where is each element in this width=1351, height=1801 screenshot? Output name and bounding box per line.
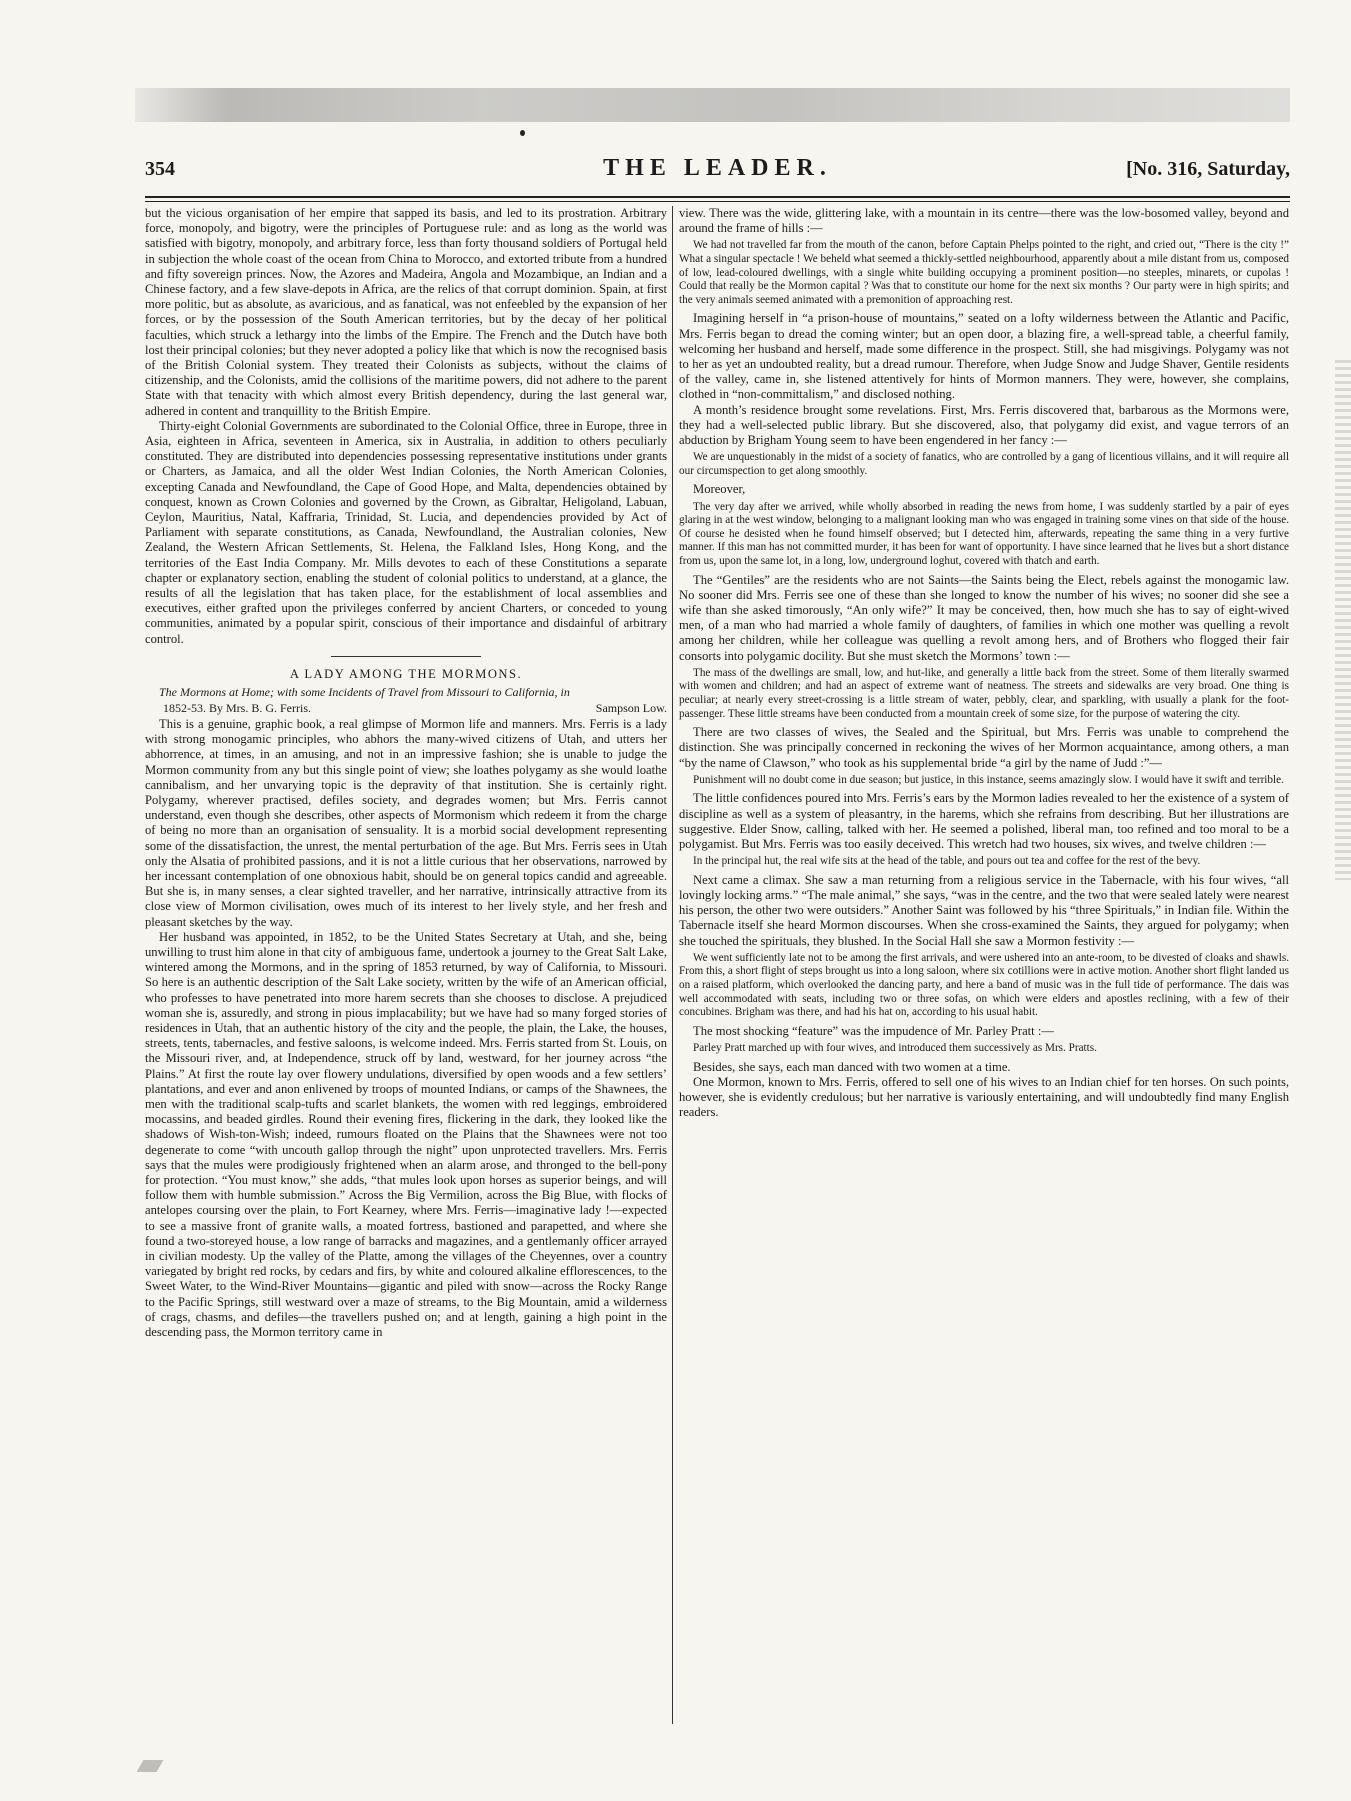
block-quote: The mass of the dwellings are small, low, and hut-like, and generally a little back from the street. Some of them literally swarmed with women and children; and had an aspect of extreme want of neatness. The streets and sidewalks are very broad. One thing is peculiar; at nearly every street-crossing is a little stream of water, pebbly, clear, and sparkling, with usually a plank for the foot-passenger. These little streams have been conducted from a mountain creek of some size, for the purpose of watering the city. [679, 666, 1289, 720]
book-title-text: The Mormons at Home; with some Incidents of Travel from Missouri to California, in [159, 684, 570, 699]
book-title [145, 685, 667, 699]
scan-top-edge [135, 88, 1290, 122]
section-separator [331, 656, 481, 657]
paragraph: Imagining herself in “a prison-house of mountains,” seated on a lofty wilderness between the Atlantic and Pacific, Mrs. Ferris began to dread the coming winter; but an open door, a blazing fire, a well-spread table, a cheerful family, welcoming her husband and herself, made some difference in the prospect. Still, she had misgivings. Polygamy was not to her as yet an undoubted reality, but a dread rumour. Therefore, when Judge Snow and Judge Shaver, Gentile residents of the valley, came in, she listened attentively for hints of Mormon manners. They were, however, she complains, clothed in “non-committalism,” and disclosed nothing. [679, 311, 1289, 402]
scan-corner-mark [137, 1760, 164, 1772]
book-publisher: Sampson Low. [595, 700, 667, 715]
paragraph: There are two classes of wives, the Sealed and the Spiritual, but Mrs. Ferris was unable to comprehend the distinction. She was principally concerned in reckoning the wives of her Mormon acquaintance, among others, a man “by the name of Clawson,” who took as his supplemental bride “a girl by the name of Judd :”— [679, 725, 1289, 770]
paragraph: but the vicious organisation of her empire that sapped its basis, and led to its prostration. Arbitrary force, monopoly, and bigotry, were the principles of Portuguese rule: and as long as the world was satisfied with bigotry, monopoly, and arbitrary force, less than forty thousand soldiers of Portugal held in subjection the whole coast of the ocean from China to Morocco, and extorted tribute from a hundred and fifty sovereign princes. Now, the Azores and Madeira, Angola and Mozambique, an Indian and a Chinese factory, and a few slave-depots in Africa, are the relics of that corrupt dominion. Spain, at first more politic, but as absolute, as avaricious, and as fanatical, was not enfeebled by the expansion of her forces, or by the possession of the South American territories, but by the decay of her political faculties, which struck a lethargy into the limbs of the Empire. The French and the Dutch have both lost their principal colonies; but they never adopted a policy like that which is now the recognised basis of the British Colonial system. They treated their Colonists as subjects, without the claims of citizenship, and the Colonists, amid the collisions of the maritime powers, did not adhere to the parent State with that tenacity with which almost every British dependency, during the last general war, adhered in content and tranquillity to the British Empire. [145, 206, 667, 418]
block-quote: Punishment will no doubt come in due season; but justice, in this instance, seems amazingly slow. I would have it swift and terrible. [693, 773, 1284, 786]
column-divider [672, 206, 673, 1724]
paragraph: This is a genuine, graphic book, a real glimpse of Mormon life and manners. Mrs. Ferris is a lady with strong monogamic principles, who abhors the many-wived citizens of Utah, and utters her abhorrence, at times, in an amusing, and not in an impressive fashion; she is unable to judge the Mormon community from any but this single point of view; she loathes polygamy as she would loathe cannibalism, and her unvarying topic is the depravity of that institution. She is certainly right. Polygamy, wherever practised, defiles society, and degrades women; but Mrs. Ferris cannot understand, even though she describes, other aspects of Mormonism which redeem it from the charge of being no more than an organisation of sensuality. It is a morbid social development representing some of the dissatisfaction, the unrest, the mental perturbation of the age. But Mrs. Ferris sees in Utah only the Alsatia of prohibited passions, and it is not a little curious that her observations, narrowed by her incessant contemplation of one obnoxious habit, should be on general topics candid and agreeable. But she is, in many senses, a clear sighted traveller, and her narrative, intrinsically attractive from its close view of Mormon civilisation, owes much of its interest to her lively style, and her fresh and pleasant sketches by the way. [145, 716, 667, 929]
paragraph: Next came a climax. She saw a man returning from a religious service in the Tabernacle, with his four wives, “all lovingly locking arms.” “The male animal,” she says, “was in the centre, and the two that were sealed lately were nearest his person, the other two were outsiders.” Another Saint was followed by his “three Spirituals,” in Indian file. Within the Tabernacle itself she heard Mormon discourses. When she cross-examined the Saints, they argued for polygamy; when she touched the spirituals, they blushed. In the Social Hall she saw a Mormon festivity :— [679, 872, 1289, 948]
issue-label: [No. 316, Saturday, [1126, 158, 1290, 180]
paragraph: One Mormon, known to Mrs. Ferris, offered to sell one of his wives to an Indian chief for ten horses. On such points, however, she is evidently credulous; but her narrative is variously entertaining, and will undoubtedly find many English readers. [679, 1074, 1289, 1120]
paragraph: A month’s residence brought some revelations. First, Mrs. Ferris discovered that, barbarous as the Mormons were, they had a well-selected public library. But she discovered, also, that polygamy did exist, and vague terrors of an abduction by Brigham Young seem to have been engendered in her fancy :— [679, 402, 1289, 447]
paragraph: Moreover, [693, 482, 746, 497]
paragraph: The most shocking “feature” was the impudence of Mr. Parley Pratt :— [693, 1023, 1054, 1038]
paragraph: Besides, she says, each man danced with two women at a time. [693, 1059, 1011, 1074]
scan-speck [520, 130, 525, 136]
block-quote: We had not travelled far from the mouth of the canon, before Captain Phelps pointed to the right, and cried out, “There is the city !” What a singular spectacle ! We beheld what seemed a thickly-settled neighbourhood, apparently about a mile distant from us, composed of low, lead-coloured dwellings, with a single white building occupying a prominent position—no steeples, minarets, or cupolas ! Could that really be the Mormon capital ? Was that to constitute our home for the next six months ? Our party were in high spirits; and the very animals seemed animated with a premonition of approaching rest. [679, 239, 1289, 306]
masthead-rule [145, 196, 1290, 198]
left-column [145, 206, 667, 1724]
block-quote: In the principal hut, the real wife sits at the head of the table, and pours out tea and coffee for the rest of the bevy. [693, 855, 1201, 868]
newspaper-title: THE LEADER. [603, 155, 832, 181]
paragraph: view. There was the wide, glittering lake, with a mountain in its centre—there was the low-bosomed valley, beyond and around the frame of hills :— [679, 206, 1289, 236]
article-title: A LADY AMONG THE MORMONS. [289, 666, 523, 681]
paragraph: Her husband was appointed, in 1852, to be the United States Secretary at Utah, and she, being unwilling to trust him alone in that city of ambiguous fame, undertook a journey to the Great Salt Lake, wintered among the Mormons, and in the spring of 1853 returned, by way of California, to Missouri. So here is an authentic description of the Salt Lake society, written by the wife of an American official, who professes to have penetrated into more harem secrets than she chooses to disclose. A prejudiced woman she is, assuredly, and strong in pious implacability; but we have had so many forged stories of residences in Utah, that an authentic history of the city and the people, the plain, the Lake, the houses, streets, tents, tabernacles, and festive saloons, is welcome indeed. Mrs. Ferris started from St. Louis, on the Missouri river, and, at Independence, struck off by land, westward, for her journey across “the Plains.” At first the route lay over flowery undulations, diversified by open woods and a few settlers’ plantations, and ever and anon enlivened by troops of mounted Indians, or camps of the Shawnees, the men with the traditional scalp-tufts and scarlet blankets, the women with red leggings, embroidered mocassins, and beaded girdles. Round their evening fires, flickering in the dark, they looked like the shadows of Wish-ton-Wish; indeed, rumours floated on the Plains that the Shawnees were not too degenerate to come “with uncouth gallop through the night” upon unprotected travellers. Mrs. Ferris says that the mules were prodigiously frightened when an alarm arose, and thronged to the bell-pony for protection. “You must know,” she adds, “that mules look upon horses as superior beings, and will follow them with humble submission.” Across the Big Vermilion, across the Big Blue, with flocks of antelopes coursing over the plain, to Fort Kearney, where Mrs. Ferris—imaginative lady !—expected to see a massive front of granite walls, a moated fortress, bastioned and parapetted, and where she found a two-storeyed house, a low range of barracks and magazines, and a gentlemanly officer arrayed in civilian modesty. Up the valley of the Platte, among the villages of the Cheyennes, over a country variegated by bright red rocks, by cedars and firs, by white and coloured alkaline efflorescences, to the Sweet Water, to the Wind-River Mountains—gigantic and piled with snow—across the Rocky Range to the Pacific Springs, still westward over a maze of streams, to the Big Mountain, amid a wilderness of crags, chasms, and defiles—the travellers pushed on; and at length, gaining a high point in the descending pass, the Mormon territory came in [145, 929, 667, 1340]
block-quote: Parley Pratt marched up with four wives, and introduced them successively as Mrs. Pratts. [693, 1041, 1097, 1054]
block-quote: We are unquestionably in the midst of a society of fanatics, who are controlled by a gang of licentious villains, and it will require all our circumspection to get along smoothly. [679, 451, 1289, 477]
book-imprint [145, 701, 667, 715]
paragraph: Thirty-eight Colonial Governments are subordinated to the Colonial Office, three in Europe, three in Asia, eighteen in Africa, seventeen in America, six in Australia, in addition to others peculiarly constituted. They are distributed into dependencies possessing representative institutions under grants or Charters, as Jamaica, and all the older West Indian Colonies, the North American Colonies, excepting Canada and Newfoundland, the Cape of Good Hope, and Malta, dependencies obtained by conquest, known as Crown Colonies and governed by the Crown, as Gibraltar, Heligoland, Labuan, Ceylon, Mauritius, Natal, Kaffraria, Trinidad, St. Lucia, and dependencies provided by Act of Parliament with separate constitutions, as Canada, Newfoundland, the Australian colonies, New Zealand, the Western African Settlements, St. Helena, the Falkland Isles, Hong Kong, and the territories of the East India Company. Mr. Mills devotes to each of these Constitutions a separate chapter or explanatory section, enabling the student of colonial politics to understand, at a glance, the results of all the legislation that has taken place, for the establishment of local assemblies and executives, either grafted upon the privileges conferred by ancient Charters, or conceded to young communities, animated by a popular spirit, conscious of their importance and disdainful of arbitrary control. [145, 418, 667, 646]
book-years-author: 1852-53. By Mrs. B. G. Ferris. [163, 700, 312, 715]
right-column [679, 206, 1289, 1724]
scan-right-edge [1335, 360, 1351, 880]
block-quote: We went sufficiently late not to be among the first arrivals, and were ushered into an ante-room, to be divested of cloaks and shawls. From this, a short flight of steps brought us into a long saloon, where six cotillions were in active motion. Another short flight landed us on a raised platform, which overlooked the dancing party, and here a band of music was in the full tide of performance. The dais was well accommodated with seats, including two or three sofas, on which were elders and apostles reclining, with a few of their concubines. Brigham was there, and had his hat on, according to his usual habit. [679, 951, 1289, 1019]
masthead-rule-thin [145, 201, 1290, 202]
masthead [145, 155, 1290, 198]
page-number: 354 [145, 158, 175, 180]
block-quote: The very day after we arrived, while wholly absorbed in reading the news from home, I was suddenly startled by a pair of eyes glaring in at the west window, belonging to a malignant looking man who was engaged in training some vines on that side of the house. Of course he desisted when he found himself observed; but I detected him, afterwards, repeating the same thing in a very furtive manner. If this man has not committed murder, it has been for want of opportunity. I have since learned that he lives but a short distance from us, upon the same lot, in a long, low, underground loghut, covered with thatch and earth. [679, 500, 1289, 567]
paragraph: The “Gentiles” are the residents who are not Saints—the Saints being the Elect, rebels against the monogamic law. No sooner did Mrs. Ferris see one of these than she longed to know the number of his wives; no sooner did she see a wife than she asked timorously, “An only wife?” It may be conceived, then, how much she has to say of eight-wived men, of a man who had married a whole family of daughters, of families in which one mother was quelling a revolt among her children, while her colleague was quelling a revolt among hers, and of Brothers who flogged their fair consorts into polygamic docility. But she must sketch the Mormons’ town :— [679, 572, 1289, 663]
paragraph: The little confidences poured into Mrs. Ferris’s ears by the Mormon ladies revealed to her the existence of a system of discipline as well as a system of pleasantry, in the harems, which she refrains from describing. But her illustrations are suggestive. Elder Snow, calling, talked with her. He seemed a polished, liberal man, too refined and too moral to be a polygamist. But Mrs. Ferris was too easily deceived. This wretch had two houses, six wives, and twelve children :— [679, 791, 1289, 851]
